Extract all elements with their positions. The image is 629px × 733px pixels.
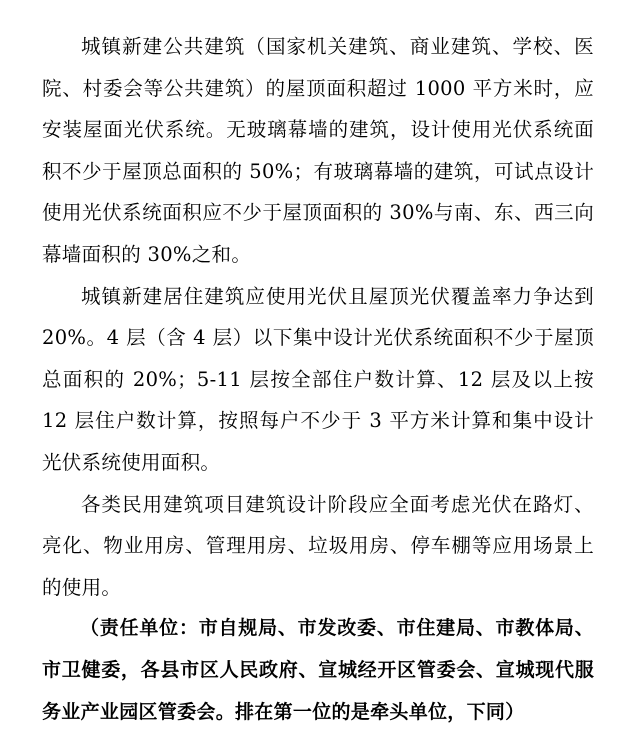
paragraph-public-buildings: 城镇新建公共建筑（国家机关建筑、商业建筑、学校、医院、村委会等公共建筑）的屋顶面积超过 1000 平方米时，应安装屋面光伏系统。无玻璃幕墙的建筑，设计使用光伏系统面积不少于屋顶总面积的 50%；有玻璃幕墙的建筑，可试点设计使用光伏系统面积应不少于屋顶面积的 30%与南、东、西三向幕墙面积的 30%之和。 (42, 35, 594, 266)
paragraph-responsible-units: （责任单位：市自规局、市发改委、市住建局、市教体局、市卫健委，各县市区人民政府、宣城经开区管委会、宣城现代服务业产业园区管委会。排在第一位的是牵头单位，下同） (42, 617, 594, 723)
paragraph-civil-projects: 各类民用建筑项目建筑设计阶段应全面考虑光伏在路灯、亮化、物业用房、管理用房、垃圾用房、停车棚等应用场景上的使用。 (42, 492, 594, 599)
document-body (42, 26, 594, 733)
paragraph-residential-buildings: 城镇新建居住建筑应使用光伏且屋顶光伏覆盖率力争达到 20%。4 层（含 4 层）以下集中设计光伏系统面积不少于屋顶总面积的 20%；5-11 层按全部住户数计算、12 层及以上按 12 层住户数计算，按照每户不少于 3 平方米计算和集中设计光伏系统使用面积。 (42, 284, 594, 474)
